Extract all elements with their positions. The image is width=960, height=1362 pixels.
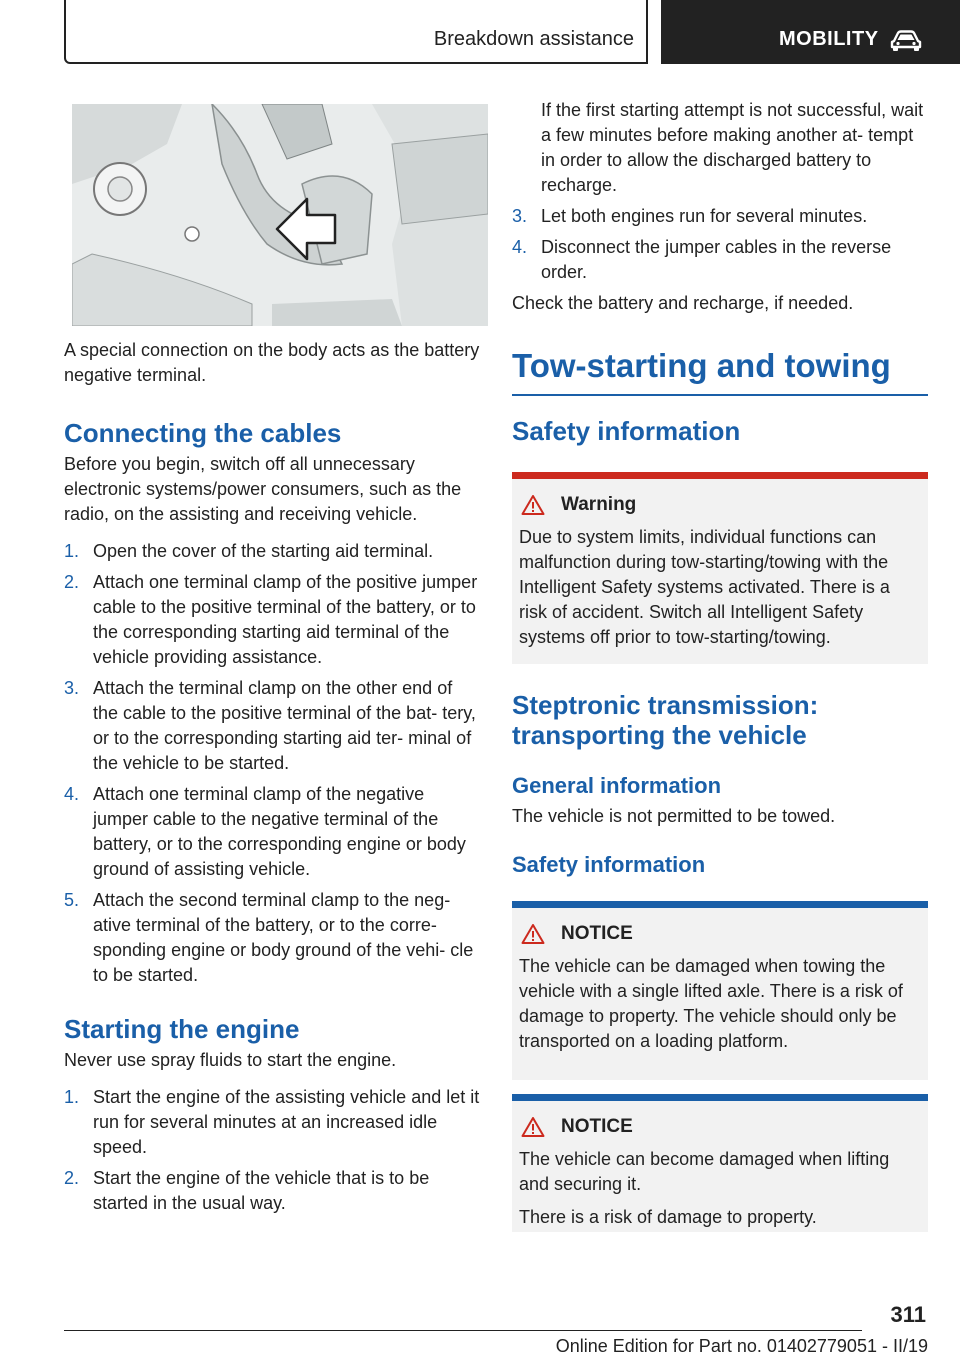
connecting-steps-list bbox=[64, 539, 480, 988]
notice-text: The vehicle can be damaged when towing the vehicle with a single lifted axle. There is a risk of damage to property. The vehicle should only be transported on a loading platform. bbox=[519, 956, 903, 1051]
continued-text: If the first starting attempt is not successful, wait a few minutes before making another at‐ tempt in order to allow the discharged battery to recharge. bbox=[541, 100, 924, 195]
header-section-box bbox=[64, 0, 648, 64]
notice-text: There is a risk of damage to property. bbox=[519, 1207, 817, 1227]
list-item bbox=[64, 570, 480, 670]
page-number: 311 bbox=[890, 1302, 926, 1327]
header-chapter-tab bbox=[661, 0, 960, 64]
step-number: 3. bbox=[512, 206, 528, 226]
list-item bbox=[64, 782, 480, 882]
notice-callout-1 bbox=[512, 901, 928, 1080]
step-number: 5. bbox=[64, 890, 80, 910]
warning-callout-header bbox=[519, 493, 922, 517]
general-information-text: The vehicle is not permitted to be towed. bbox=[512, 806, 836, 826]
step-text: Attach one terminal clamp of the positive jumper cable to the positive terminal of the battery, or to the corresponding starting aid terminal of the vehicle providing assistance. bbox=[93, 572, 478, 667]
safety-information-subheading: Safety information bbox=[512, 852, 706, 877]
step-number: 2. bbox=[64, 572, 80, 592]
chapter-divider bbox=[512, 394, 928, 396]
right-column bbox=[512, 98, 928, 1232]
left-column bbox=[64, 104, 480, 1222]
warning-triangle-icon bbox=[521, 494, 545, 516]
starting-steps-list bbox=[64, 1085, 480, 1216]
step-number: 4. bbox=[512, 237, 528, 257]
car-icon bbox=[889, 30, 923, 52]
step-number: 2. bbox=[64, 1168, 80, 1188]
connecting-cables-heading: Connecting the cables bbox=[64, 418, 342, 448]
list-item bbox=[512, 204, 928, 229]
notice-text: The vehicle can become damaged when lifting and securing it. bbox=[519, 1149, 890, 1194]
step-number: 4. bbox=[64, 784, 80, 804]
step-text: Let both engines run for several minutes. bbox=[541, 206, 868, 226]
step-text: Attach the second terminal clamp to the neg‐ ative terminal of the battery, or to the corre‐ sponding engine or body ground of the vehi‐ cle to be started. bbox=[93, 890, 474, 985]
notice-triangle-icon bbox=[521, 1116, 545, 1138]
step-text: Attach one terminal clamp of the negative jumper cable to the negative terminal of the battery, or to the corresponding engine or body ground of assisting vehicle. bbox=[93, 784, 466, 879]
step-number: 3. bbox=[64, 678, 80, 698]
notice-title: NOTICE bbox=[561, 923, 633, 944]
footer-edition-text: Online Edition for Part no. 01402779051 - II/19 bbox=[555, 1336, 928, 1356]
footer-divider bbox=[64, 1330, 862, 1331]
remaining-steps-list bbox=[512, 204, 928, 285]
safety-information-heading: Safety information bbox=[512, 416, 741, 446]
connecting-intro: Before you begin, switch off all unnecessary electronic systems/power consumers, such as the radio, on the assisting and receiving vehicle. bbox=[64, 454, 462, 524]
step-number: 1. bbox=[64, 1087, 80, 1107]
step-text: Start the engine of the vehicle that is to be started in the usual way. bbox=[93, 1168, 430, 1213]
starting-engine-heading: Starting the engine bbox=[64, 1014, 300, 1044]
warning-text: Due to system limits, individual functions can malfunction during tow-starting/towing with the Intelligent Safety systems activated. There is a risk of accident. Switch all Intelligent Safety systems off prior to tow-starting/towing. bbox=[519, 527, 890, 647]
starting-intro: Never use spray fluids to start the engine. bbox=[64, 1050, 397, 1070]
notice-triangle-icon bbox=[521, 923, 545, 945]
list-item bbox=[64, 1085, 480, 1160]
list-item bbox=[64, 676, 480, 776]
list-item bbox=[512, 235, 928, 285]
warning-callout bbox=[512, 472, 928, 664]
notice-title: NOTICE bbox=[561, 1116, 633, 1137]
figure-caption: A special connection on the body acts as the battery negative terminal. bbox=[64, 340, 480, 385]
step-text: Open the cover of the starting aid terminal. bbox=[93, 541, 434, 561]
header-section-title: Breakdown assistance bbox=[433, 28, 634, 50]
warning-title: Warning bbox=[561, 494, 637, 515]
engine-bay-figure bbox=[72, 104, 488, 326]
notice-callout-header bbox=[519, 1115, 922, 1139]
steptronic-heading: Steptronic transmission: transporting the vehicle bbox=[512, 690, 819, 750]
step-text: Attach the terminal clamp on the other end of the cable to the positive terminal of the bat‐ tery, or to the corresponding starting aid ter‐ minal of the vehicle to be started. bbox=[93, 678, 476, 773]
list-item bbox=[64, 539, 480, 564]
step-number: 1. bbox=[64, 541, 80, 561]
step-text: Disconnect the jumper cables in the reverse order. bbox=[541, 237, 892, 282]
header-chapter-label: MOBILITY bbox=[779, 28, 879, 50]
engine-bay-illustration bbox=[72, 104, 488, 326]
notice-callout-header bbox=[519, 922, 922, 946]
notice-callout-2 bbox=[512, 1094, 928, 1232]
general-information-heading: General information bbox=[512, 773, 722, 798]
check-battery-text: Check the battery and recharge, if needed. bbox=[512, 293, 854, 313]
list-item bbox=[64, 888, 480, 988]
chapter-heading: Tow-starting and towing bbox=[512, 347, 891, 384]
step-text: Start the engine of the assisting vehicle and let it run for several minutes at an increased idle speed. bbox=[93, 1087, 480, 1157]
list-item bbox=[64, 1166, 480, 1216]
